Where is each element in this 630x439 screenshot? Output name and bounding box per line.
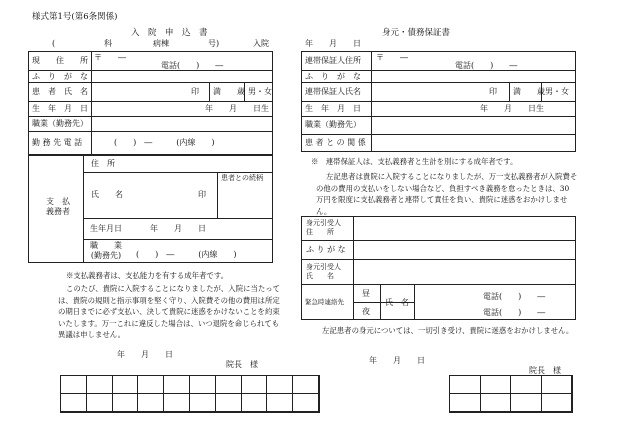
- payer-address-input[interactable]: [120, 156, 272, 171]
- dob-label: 生 年 月 日: [32, 104, 88, 113]
- payer-name-label: 氏 名: [91, 190, 123, 199]
- job-label: 職業（勤務先）: [32, 119, 88, 128]
- right-postal-mark: 〒 ―: [376, 53, 408, 62]
- furigana-label: ふ り が な: [32, 72, 88, 81]
- right-dob-value[interactable]: 年 月 日生: [480, 104, 544, 113]
- right-furigana-input[interactable]: [372, 71, 575, 81]
- grid-cell[interactable]: [266, 375, 293, 394]
- grid-cell[interactable]: [137, 393, 164, 412]
- grid-cell[interactable]: [480, 375, 512, 394]
- job-input[interactable]: [92, 117, 272, 130]
- grid-cell[interactable]: [480, 393, 512, 412]
- form-number: 様式第1号(第6条関係): [32, 12, 118, 22]
- emergency-night: 夜: [362, 307, 370, 316]
- grid-cell[interactable]: [86, 393, 113, 412]
- emergency-label: 緊急時連絡先: [305, 298, 344, 306]
- right-note-star: ※ 連帯保証人は、支払義務者と生計を別にする成年者です。: [311, 157, 518, 166]
- emergency-night-phone[interactable]: 電話( ) ―: [483, 308, 546, 317]
- work-phone-label: 勤 務 先 電 話: [32, 138, 83, 147]
- grid-cell[interactable]: [163, 393, 190, 412]
- grid-cell[interactable]: [137, 375, 164, 394]
- grid-cell[interactable]: [163, 375, 190, 394]
- left-addressee: 院長 様: [226, 360, 258, 369]
- receiver-address-input[interactable]: [354, 217, 575, 239]
- guarantor-sex[interactable]: 男・女: [545, 87, 569, 96]
- left-grid: [60, 375, 320, 413]
- payer-seal: 印: [198, 190, 206, 199]
- guarantor-age: 満 歳: [513, 87, 545, 96]
- work-phone-value[interactable]: ( ) ― (内線 ): [114, 138, 215, 147]
- payer-job-label: 職 業 (勤務先): [90, 241, 122, 260]
- ward-go: 号): [208, 39, 220, 48]
- payer-label: 支 払 義務者: [46, 197, 70, 216]
- left-title: 入 院 申 込 書: [131, 28, 208, 38]
- right-note-body: 左記患者は貴院に入院することになりましたが、万一支払義務者が入院費その他の費用の支払いをしない場合など、負担すべき義務を怠ったときは、30 万円を限度に支払義務者と連帯して責任を負い、貴院に迷惑をおかけしません。: [316, 172, 578, 216]
- emergency-day-phone[interactable]: 電話( ) ―: [483, 292, 546, 301]
- grid-cell[interactable]: [60, 393, 87, 412]
- grid-cell[interactable]: [215, 375, 242, 394]
- grid-cell[interactable]: [86, 375, 113, 394]
- guarantor-seal: 印: [489, 87, 497, 96]
- patient-age: 満 歳: [213, 87, 245, 96]
- grid-cell[interactable]: [266, 393, 293, 412]
- address-input[interactable]: [92, 52, 272, 69]
- grid-cell[interactable]: [241, 375, 268, 394]
- grid-cell[interactable]: [241, 393, 268, 412]
- grid-cell[interactable]: [292, 375, 319, 394]
- grid-cell[interactable]: [189, 375, 216, 394]
- payer-relation-label: 患者との続柄: [221, 174, 263, 182]
- grid-cell[interactable]: [541, 393, 573, 412]
- receiver-address-label: 身元引受人 住 所: [306, 219, 341, 236]
- right-note-final: 左記患者の身元については、一切引き受け、貴院に迷惑をおかけしません。: [322, 326, 574, 335]
- right-addressee: 院長 様: [529, 366, 561, 375]
- right-date2[interactable]: 年 月 日: [369, 356, 425, 365]
- patient-name-label: 患 者 氏 名: [32, 87, 88, 96]
- grid-cell[interactable]: [510, 393, 542, 412]
- grid-cell[interactable]: [292, 393, 319, 412]
- grid-cell[interactable]: [112, 393, 139, 412]
- grid-cell[interactable]: [189, 393, 216, 412]
- right-grid: [449, 375, 573, 413]
- grid-cell[interactable]: [510, 375, 542, 394]
- payer-address-label: 住 所: [91, 159, 115, 168]
- furigana-input[interactable]: [92, 71, 272, 81]
- emergency-name-label: 氏 名: [385, 298, 409, 307]
- grid-cell[interactable]: [215, 393, 242, 412]
- right-furigana-label: ふ り が な: [305, 72, 361, 81]
- left-date[interactable]: 年 月 日: [117, 350, 173, 359]
- right-title: 身元・債務保証書: [382, 28, 451, 38]
- grid-cell[interactable]: [60, 375, 87, 394]
- patient-seal: 印: [191, 87, 199, 96]
- ward-byoto: 病棟: [153, 39, 169, 48]
- right-job-label: 職業（勤務先）: [305, 120, 361, 129]
- receiver-furigana-label: ふ り が な: [306, 245, 346, 254]
- guarantor-address-label: 連帯保証人住所: [305, 56, 361, 65]
- patient-sex[interactable]: 男・女: [248, 87, 272, 96]
- grid-cell[interactable]: [449, 393, 481, 412]
- left-note-star: ※支払義務者は、支払能力を有する成年者です。: [66, 271, 229, 280]
- right-phone-text: 電話( ) ―: [455, 61, 518, 70]
- right-job-input[interactable]: [372, 117, 575, 133]
- guarantor-name-label: 連帯保証人氏名: [305, 87, 361, 96]
- right-dob-label: 生 年 月 日: [305, 104, 361, 113]
- address-label: 現 住 所: [32, 56, 88, 65]
- right-relation-label: 患 者 と の 関 係: [305, 138, 366, 147]
- ward-open: (: [52, 39, 56, 48]
- ward-ka: 科: [104, 39, 112, 48]
- dob-value[interactable]: 年 月 日生: [205, 104, 269, 113]
- postal-mark: 〒 ―: [94, 53, 126, 62]
- emergency-day: 昼: [362, 289, 370, 298]
- payer-phone-value[interactable]: ( ) ― (内線 ): [136, 250, 237, 259]
- payer-dob-label: 生年月日: [90, 224, 122, 233]
- right-relation-input[interactable]: [372, 135, 575, 151]
- ward-nyuin: 入院: [253, 39, 269, 48]
- guarantor-address-input[interactable]: [372, 52, 575, 69]
- grid-cell[interactable]: [112, 375, 139, 394]
- receiver-name-input[interactable]: [354, 260, 575, 283]
- receiver-furigana-input[interactable]: [354, 241, 575, 258]
- guarantor-name-input[interactable]: [372, 83, 508, 100]
- phone-text: 電話( ) ―: [161, 61, 224, 70]
- grid-cell[interactable]: [541, 375, 573, 394]
- payer-dob-value[interactable]: 年 月 日: [150, 224, 206, 233]
- receiver-name-label: 身元引受人 氏 名: [306, 263, 341, 280]
- left-note-body: このたび、貴院に入院することになりましたが、入院に当たっては、貴院の規則と指示事項を堅く守り、入院費その他の費用は所定の期日までに必ず支払い、決して貴院に迷惑をかけないことを約束いたします。万一これに違反した場合は、いつ退院を命じられても異議は申しません。: [58, 284, 281, 340]
- grid-cell[interactable]: [449, 375, 481, 394]
- right-date[interactable]: 年 月 日: [305, 39, 361, 48]
